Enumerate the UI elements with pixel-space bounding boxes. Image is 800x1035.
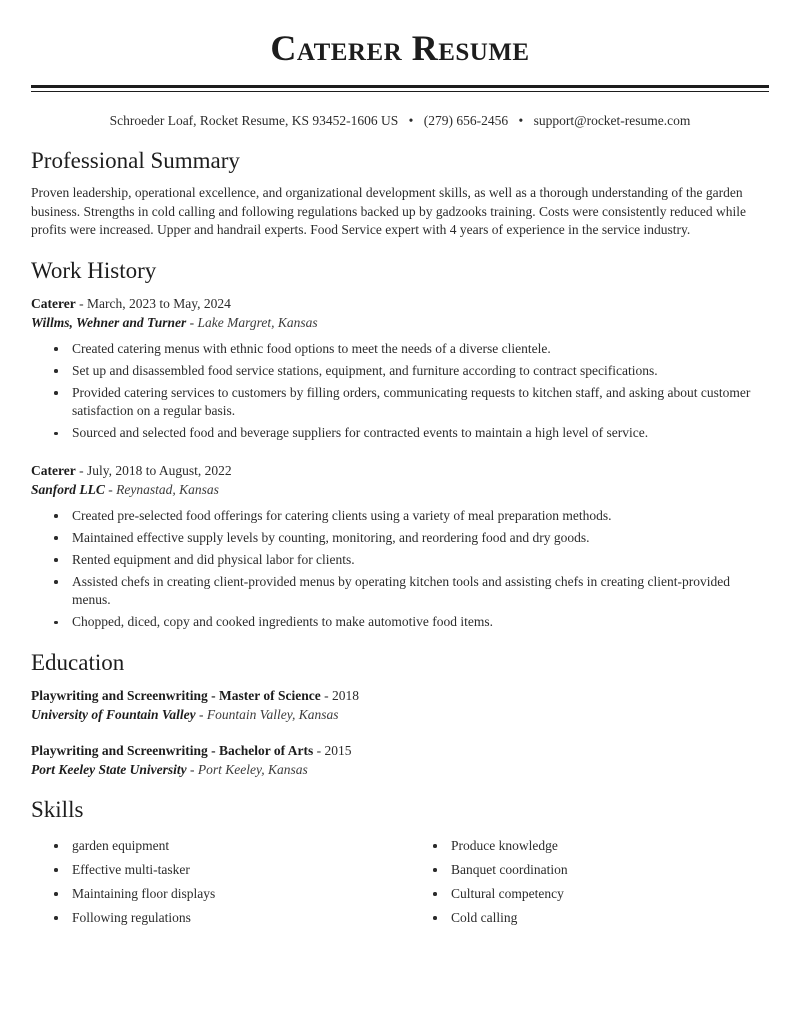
contact-line [31,112,769,130]
section-work-history [31,257,769,632]
education-school: Port Keeley State University [31,761,187,777]
education-degree: Playwriting and Screenwriting - Master of Science [31,687,321,703]
education-entry [31,686,769,724]
contact-separator-2: • [518,113,524,128]
summary-text: Proven leadership, operational excellence, and organizational development skills, as well as a thorough understanding of the garden business. Strengths in cold calling and following regulations backed up by gadzooks training. Costs were consistently reduced while profits were increased. Upper and handrail experts. Food Service expert with 4 years of experience in the service industry. [31,185,746,237]
section-heading-skills: Skills [31,796,84,822]
education-year: 2015 [324,742,352,758]
contact-phone: (279) 656-2456 [423,113,509,128]
header-divider [31,85,769,92]
education-school-dash: - [199,706,204,722]
skills-columns [31,833,769,933]
work-entry [31,461,769,632]
contact-separator-1: • [408,113,414,128]
work-company: Sanford LLC [31,481,105,497]
section-professional-summary [31,147,769,240]
work-location: Lake Margret, Kansas [197,314,318,330]
list-item: garden equipment [52,837,400,856]
list-item: Set up and disassembled food service stations, equipment, and furniture according to contract specifications. [52,362,769,381]
work-role-line [31,294,769,313]
list-item: Assisted chefs in creating client-provided menus by operating kitchen tools and assisting chefs in creating client-provided menus. [52,573,769,610]
work-location: Reynastad, Kansas [116,481,219,497]
skills-column-right [400,833,769,933]
page-title: Caterer Resume [270,28,530,68]
list-item: Sourced and selected food and beverage suppliers for contracted events to maintain a high level of service. [52,424,769,443]
contact-email: support@rocket-resume.com [533,113,691,128]
list-item: Provided catering services to customers by filling orders, communicating requests to kitchen staff, and asking about customer satisfaction on a regular basis. [52,384,769,421]
education-location: Fountain Valley, Kansas [206,706,339,722]
work-dates: March, 2023 to May, 2024 [86,295,231,311]
list-item: Maintained effective supply levels by counting, monitoring, and reordering food and dry goods. [52,529,769,548]
education-school-line [31,705,769,724]
list-item: Maintaining floor displays [52,885,400,904]
section-education [31,649,769,779]
education-degree: Playwriting and Screenwriting - Bachelor of Arts [31,742,314,758]
list-item: Cultural competency [431,885,769,904]
list-item: Cold calling [431,909,769,928]
education-year: 2018 [331,687,359,703]
list-item: Effective multi-tasker [52,861,400,880]
education-school-dash: - [189,761,195,777]
education-dash: - [316,742,322,758]
list-item: Created pre-selected food offerings for catering clients using a variety of meal preparation methods. [52,507,769,526]
work-bullet-list [31,340,769,443]
work-role-line [31,461,769,480]
work-dash: - [79,462,84,478]
skills-list-left [31,837,400,928]
list-item: Banquet coordination [431,861,769,880]
education-degree-line [31,741,769,760]
section-heading-education: Education [31,649,125,675]
skills-list-right [410,837,769,928]
list-item: Created catering menus with ethnic food options to meet the needs of a diverse clientele. [52,340,769,359]
work-dash: - [79,295,84,311]
education-degree-line [31,686,769,705]
list-item: Produce knowledge [431,837,769,856]
work-company-dash: - [189,314,195,330]
education-location: Port Keeley, Kansas [197,761,308,777]
list-item: Chopped, diced, copy and cooked ingredients to make automotive food items. [52,613,769,632]
work-dates: July, 2018 to August, 2022 [86,462,232,478]
work-role: Caterer [31,462,76,478]
work-company-line [31,313,769,332]
work-company-dash: - [108,481,113,497]
work-company: Willms, Wehner and Turner [31,314,187,330]
skills-column-left [31,833,400,933]
section-skills [31,796,769,933]
list-item: Following regulations [52,909,400,928]
work-company-line [31,480,769,499]
contact-address: Schroeder Loaf, Rocket Resume, KS 93452-1606 US [109,113,399,128]
work-entry [31,294,769,443]
education-entry [31,741,769,779]
education-dash: - [324,687,329,703]
work-role: Caterer [31,295,76,311]
section-heading-work-history: Work History [31,257,157,283]
work-bullet-list [31,507,769,632]
section-heading-summary: Professional Summary [31,148,240,173]
list-item: Rented equipment and did physical labor for clients. [52,551,769,570]
education-school: University of Fountain Valley [31,706,196,722]
education-school-line [31,760,769,779]
